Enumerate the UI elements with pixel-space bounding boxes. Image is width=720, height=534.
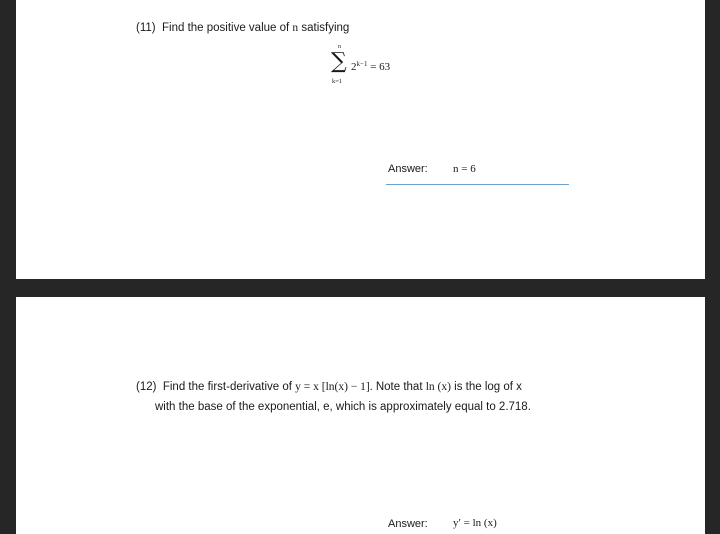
problem-12-ln: ln (x) (425, 381, 451, 393)
sum-body (351, 60, 390, 73)
answer-11-label: Answer: (388, 163, 428, 175)
sum-sigma: ∑ (331, 49, 347, 74)
problem-12-number: (12) (136, 381, 157, 393)
problem-12-equation: y = x [ln(x) − 1]. (295, 381, 373, 393)
answer-12-value: y′ = ln (x) (453, 517, 497, 529)
answer-12-label: Answer: (388, 518, 428, 530)
sum-upper-limit: n (338, 44, 341, 50)
page-sheet-2 (16, 297, 705, 534)
problem-12-text-a: Find the first-derivative of (162, 381, 292, 393)
problem-11-statement (136, 22, 349, 34)
problem-12-line-2: with the base of the exponential, e, which is approximately equal to 2.718. (155, 401, 531, 413)
problem-11-text-end: satisfying (301, 22, 350, 34)
sum-lower-limit: k=1 (332, 78, 343, 85)
problem-11-variable: n (292, 22, 299, 34)
problem-11-text: Find the positive value of (162, 22, 290, 34)
problem-12-line-1 (136, 381, 522, 393)
answer-11-line (386, 184, 569, 185)
answer-11-value: n = 6 (453, 163, 476, 175)
problem-12-text-b: Note that (375, 381, 423, 393)
page-sheet-1 (16, 0, 705, 279)
sum-exponent: k−1 (356, 60, 368, 68)
sum-rhs: = 63 (370, 61, 391, 73)
sum-base: 2 (351, 61, 357, 73)
problem-12-text-c: is the log of x (454, 381, 522, 393)
problem-11-number: (11) (136, 22, 156, 34)
